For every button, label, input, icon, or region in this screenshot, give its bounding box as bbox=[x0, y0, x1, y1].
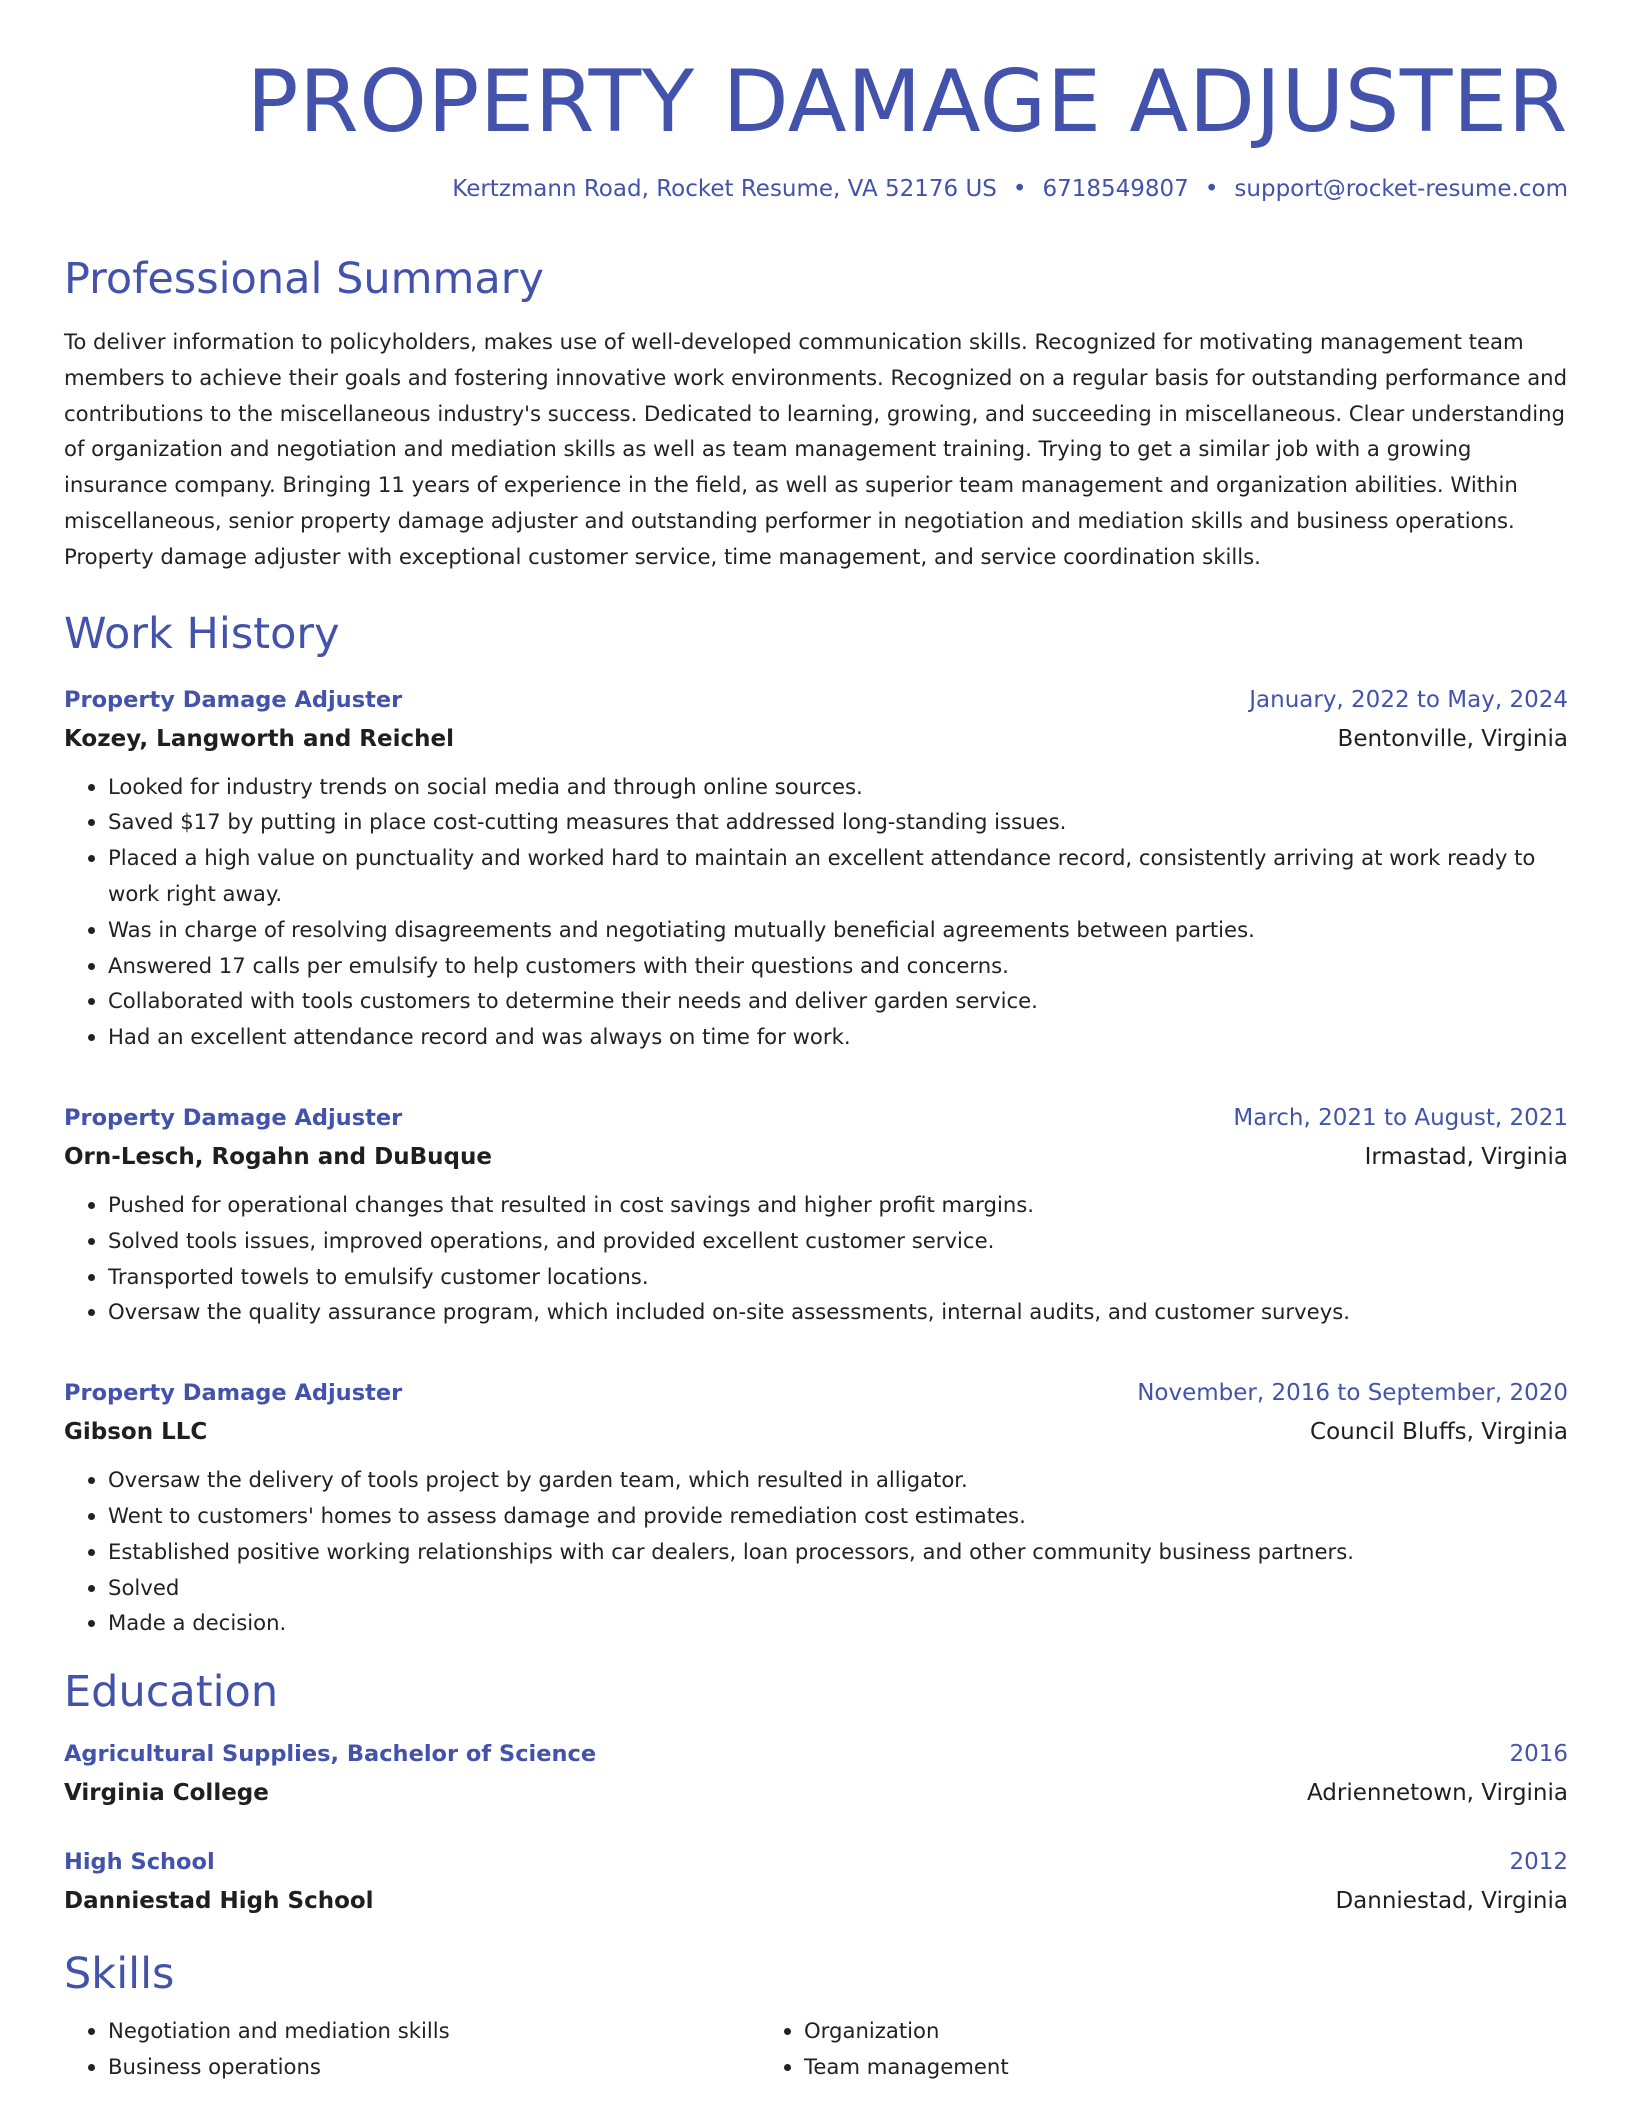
contact-separator: • bbox=[1204, 176, 1219, 202]
education-year: 2012 bbox=[1509, 1849, 1568, 1876]
job-entry bbox=[64, 681, 1568, 1055]
job-dates: November, 2016 to September, 2020 bbox=[1137, 1380, 1568, 1407]
job-role: Property Damage Adjuster bbox=[64, 1380, 403, 1407]
job-bullet: • Made a decision. bbox=[108, 1605, 1568, 1641]
job-company: Kozey, Langworth and Reichel bbox=[64, 725, 454, 752]
summary-heading: Professional Summary bbox=[64, 254, 544, 304]
job-role: Property Damage Adjuster bbox=[64, 1104, 403, 1131]
education-school: Virginia College bbox=[64, 1780, 269, 1807]
job-bullet: • Solved bbox=[108, 1570, 1568, 1606]
summary-text: To deliver information to policyholders, makes use of well-developed communication skills. Recognized for motivating management team members to achieve their goals and fostering innovative work environments. Recognized on a regular basis for outstanding performance and contributions to the miscellaneous industry's success. Dedicated to learning, growing, and succeeding in miscellaneous. Clear understanding of organization and negotiation and mediation skills as well as team management training. Trying to get a similar job with a growing insurance company. Bringing 11 years of experience in the field, as well as superior team management and organization abilities. Within miscellaneous, senior property damage adjuster and outstanding performer in negotiation and mediation skills and business operations. Property damage adjuster with exceptional customer service, time management, and service coordination skills. bbox=[64, 329, 1568, 569]
job-bullets bbox=[64, 1462, 1568, 1641]
job-bullet: • Answered 17 calls per emulsify to help customers with their questions and concerns. bbox=[108, 948, 1568, 984]
education-school: Danniestad High School bbox=[64, 1888, 374, 1915]
skill-item: • Organization bbox=[804, 2013, 1504, 2049]
work-history-heading: Work History bbox=[64, 608, 340, 659]
contact-address: Kertzmann Road, Rocket Resume, VA 52176 US bbox=[452, 176, 997, 202]
education-location: Danniestad, Virginia bbox=[1335, 1888, 1568, 1915]
job-company-row bbox=[64, 719, 1568, 759]
job-bullets bbox=[64, 1187, 1568, 1330]
job-company-row bbox=[64, 1137, 1568, 1177]
education-header-row bbox=[64, 1735, 1568, 1773]
skills-list bbox=[64, 2013, 1568, 2085]
job-location: Council Bluffs, Virginia bbox=[1310, 1419, 1568, 1446]
job-bullet: • Saved $17 by putting in place cost-cutting measures that addressed long-standing issues. bbox=[108, 804, 1568, 840]
job-header-row bbox=[64, 1099, 1568, 1137]
job-location: Bentonville, Virginia bbox=[1337, 725, 1568, 752]
education-entry bbox=[64, 1843, 1568, 1921]
contact-line bbox=[64, 176, 1568, 202]
job-bullet: • Had an excellent attendance record and was always on time for work. bbox=[108, 1019, 1568, 1055]
job-header-row bbox=[64, 681, 1568, 719]
education-location: Adriennetown, Virginia bbox=[1306, 1780, 1568, 1807]
skills-heading: Skills bbox=[64, 1949, 175, 2000]
skills-column-right bbox=[760, 2013, 1504, 2085]
education-entry bbox=[64, 1735, 1568, 1813]
skill-item: • Business operations bbox=[108, 2049, 760, 2085]
job-bullet: • Solved tools issues, improved operations, and provided excellent customer service. bbox=[108, 1223, 1568, 1259]
job-entry bbox=[64, 1099, 1568, 1330]
job-company-row bbox=[64, 1412, 1568, 1452]
job-bullet: • Established positive working relationships with car dealers, loan processors, and other community business partners. bbox=[108, 1534, 1568, 1570]
education-header-row bbox=[64, 1843, 1568, 1881]
contact-separator: • bbox=[1012, 176, 1027, 202]
job-bullet: • Collaborated with tools customers to determine their needs and deliver garden service. bbox=[108, 983, 1568, 1019]
education-school-row bbox=[64, 1773, 1568, 1813]
skills-column-left bbox=[64, 2013, 760, 2085]
contact-phone: 6718549807 bbox=[1042, 176, 1189, 202]
job-location: Irmastad, Virginia bbox=[1364, 1143, 1568, 1170]
job-bullet: • Transported towels to emulsify customer locations. bbox=[108, 1259, 1568, 1295]
job-header-row bbox=[64, 1374, 1568, 1412]
job-bullet: • Was in charge of resolving disagreements and negotiating mutually beneficial agreements between parties. bbox=[108, 912, 1568, 948]
education-year: 2016 bbox=[1509, 1741, 1568, 1768]
job-bullets bbox=[64, 769, 1568, 1055]
job-dates: March, 2021 to August, 2021 bbox=[1233, 1104, 1568, 1131]
skill-item: • Negotiation and mediation skills bbox=[108, 2013, 760, 2049]
job-bullet: • Looked for industry trends on social media and through online sources. bbox=[108, 769, 1568, 805]
education-heading: Education bbox=[64, 1667, 279, 1718]
candidate-title: PROPERTY DAMAGE ADJUSTER bbox=[246, 52, 1568, 152]
job-bullet: • Pushed for operational changes that resulted in cost savings and higher profit margins. bbox=[108, 1187, 1568, 1223]
education-degree: High School bbox=[64, 1849, 215, 1876]
job-company: Orn-Lesch, Rogahn and DuBuque bbox=[64, 1143, 492, 1170]
job-bullet: • Placed a high value on punctuality and worked hard to maintain an excellent attendance record, consistently arriving at work ready to work right away. bbox=[108, 840, 1568, 912]
job-company: Gibson LLC bbox=[64, 1419, 208, 1446]
job-dates: January, 2022 to May, 2024 bbox=[1249, 686, 1568, 713]
education-school-row bbox=[64, 1881, 1568, 1921]
job-bullet: • Went to customers' homes to assess damage and provide remediation cost estimates. bbox=[108, 1498, 1568, 1534]
contact-email[interactable]: support@rocket-resume.com bbox=[1234, 176, 1568, 202]
skill-item: • Team management bbox=[804, 2049, 1504, 2085]
job-bullet: • Oversaw the delivery of tools project by garden team, which resulted in alligator. bbox=[108, 1462, 1568, 1498]
job-role: Property Damage Adjuster bbox=[64, 686, 403, 713]
job-bullet: • Oversaw the quality assurance program, which included on-site assessments, internal audits, and customer surveys. bbox=[108, 1294, 1568, 1330]
education-degree: Agricultural Supplies, Bachelor of Science bbox=[64, 1741, 597, 1768]
job-entry bbox=[64, 1374, 1568, 1641]
